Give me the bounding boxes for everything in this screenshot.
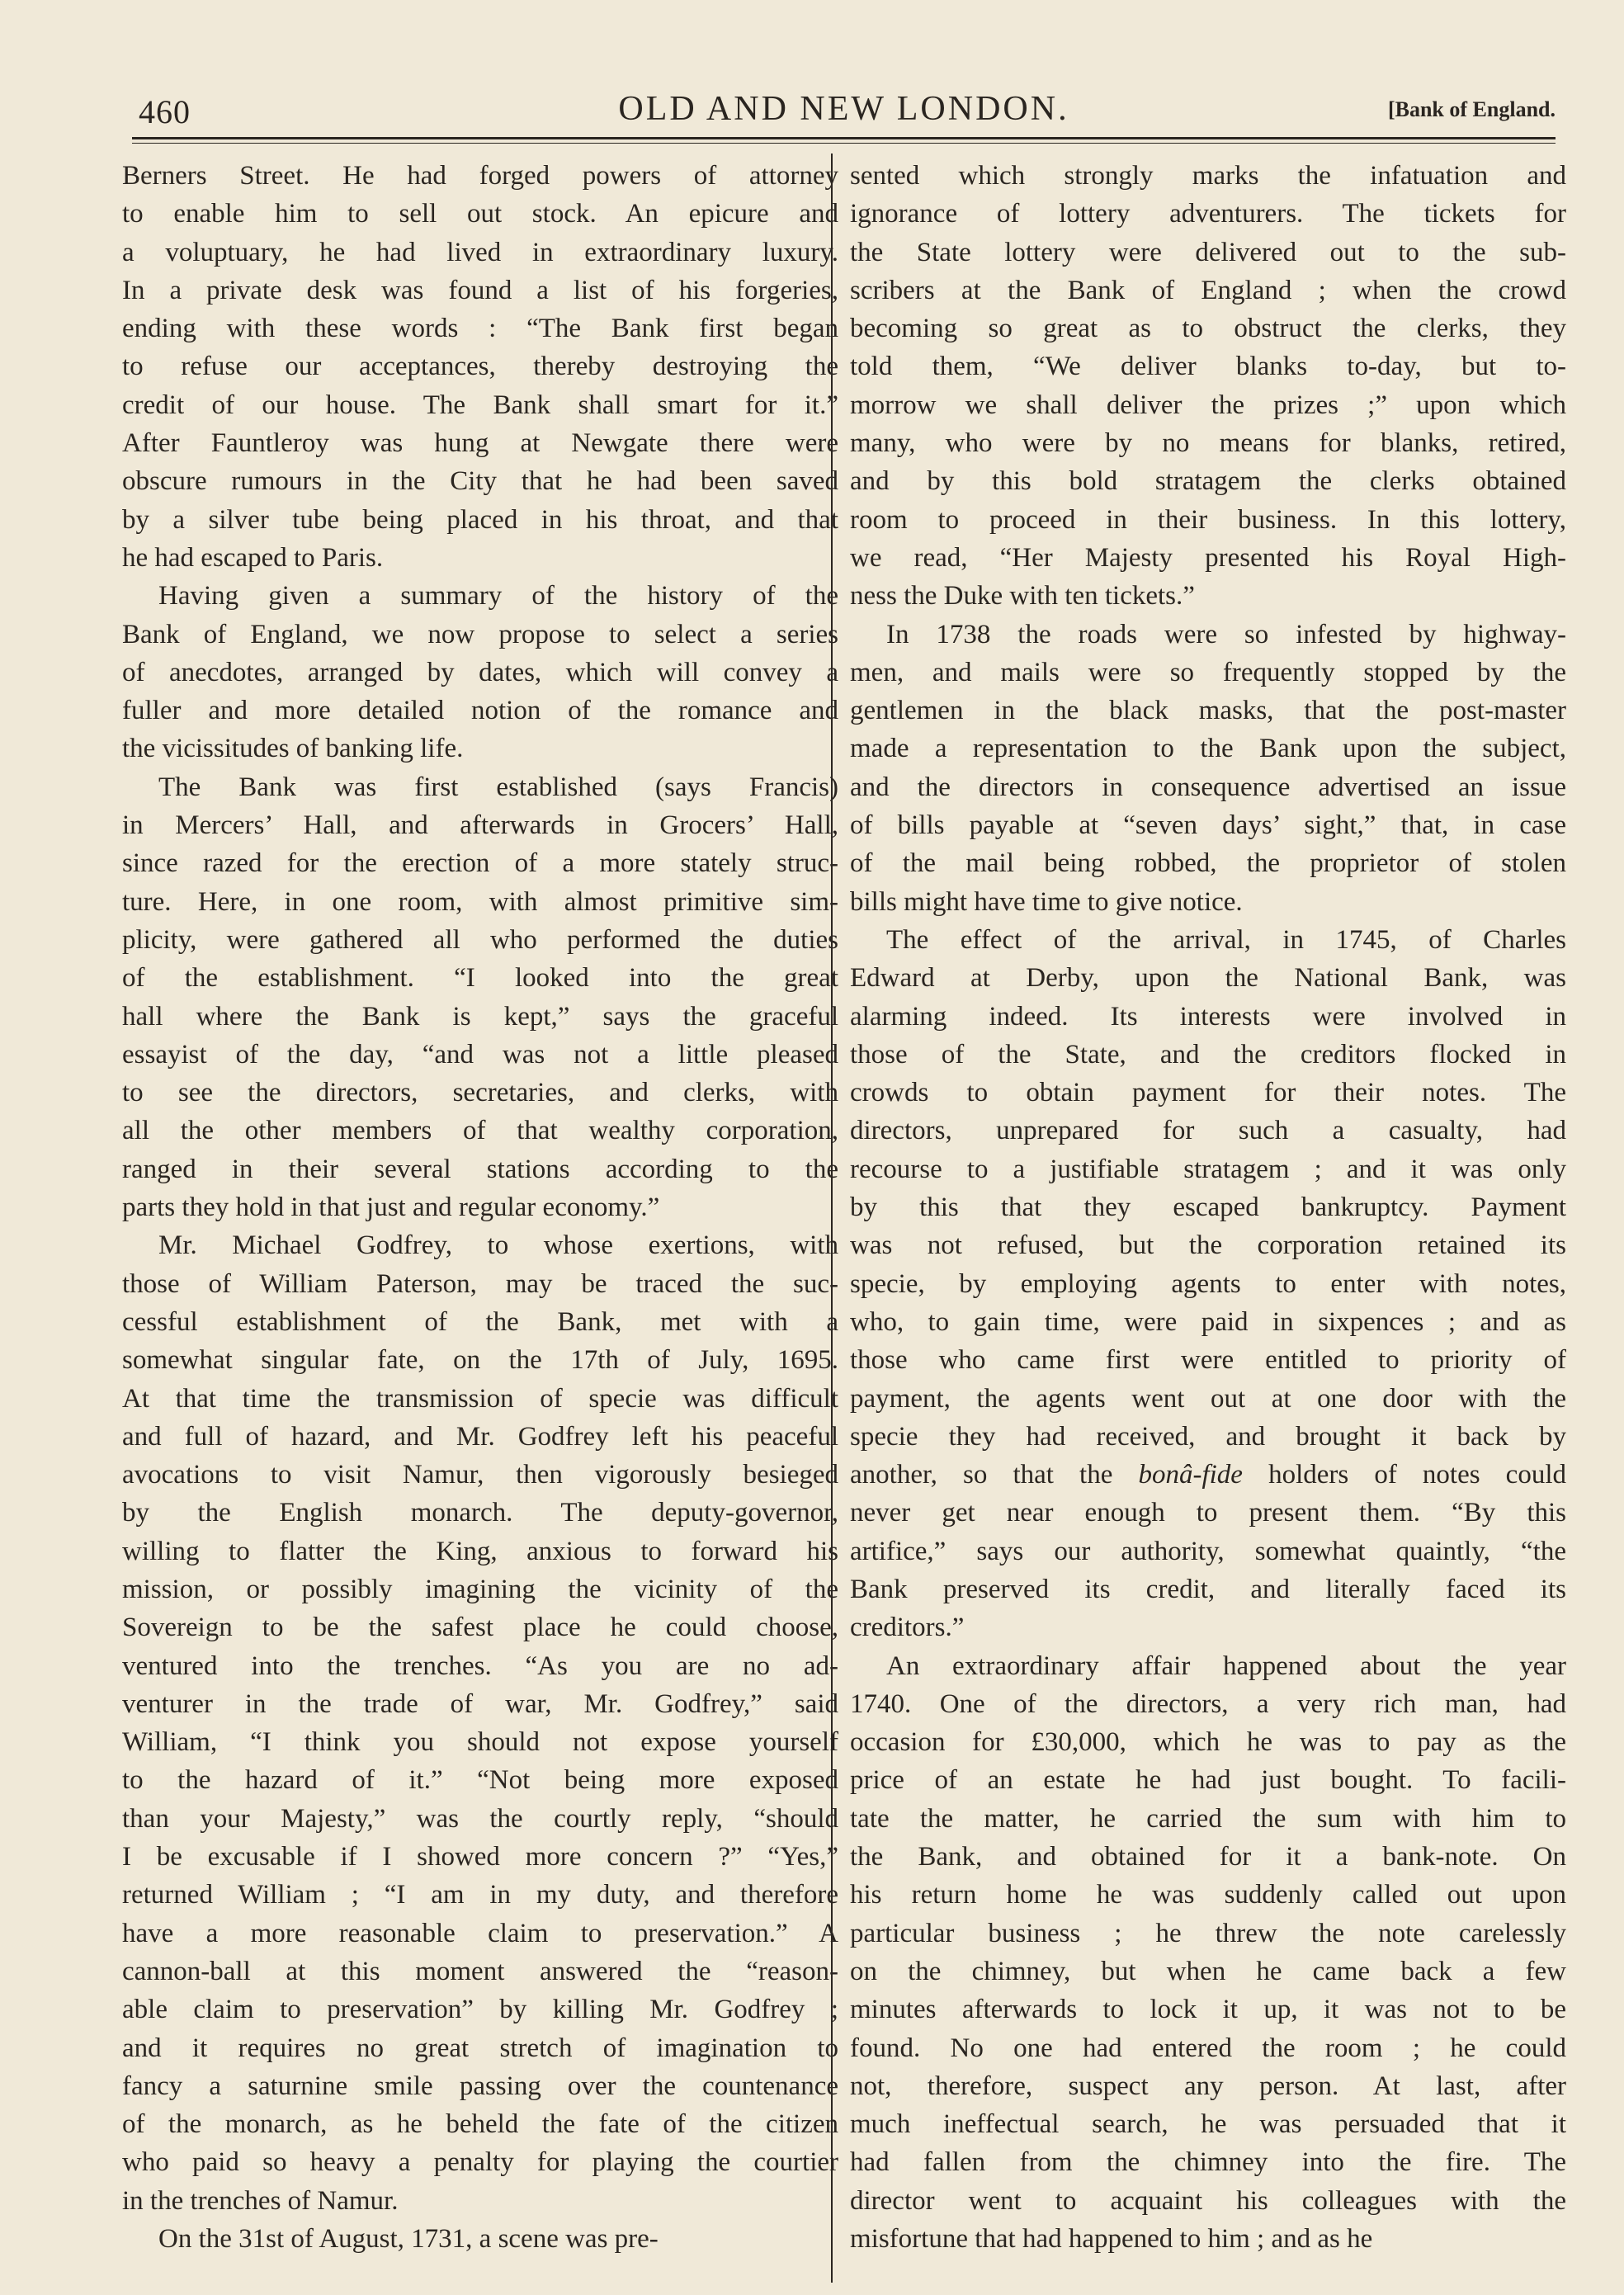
text-line-wrapper — [122, 2029, 838, 2067]
text-line: price of an estate he had just bought. To facili- — [850, 1765, 1566, 1796]
text-line: artifice,” says our authority, somewhat quaintly, “the — [850, 1536, 1566, 1566]
text-line: of the monarch, as he beheld the fate of the citizen — [122, 2109, 838, 2140]
text-line-wrapper — [122, 1838, 838, 1876]
text-line: somewhat singular fate, on the 17th of July, 1695. — [122, 1345, 838, 1376]
text-line: those of William Paterson, may be traced the suc- — [122, 1268, 838, 1299]
text-line: I be excusable if I showed more concern ?” “Yes,” — [122, 1842, 838, 1872]
text-line: payment, the agents went out at one door with the — [850, 1383, 1566, 1414]
text-line: and by this bold stratagem the clerks obtained — [850, 466, 1566, 497]
text-line: returned William ; “I am in my duty, and therefore — [122, 1880, 838, 1910]
text-line: scribers at the Bank of England ; when the crowd — [850, 275, 1566, 305]
text-line: misfortune that had happened to him ; and as he — [850, 2224, 1373, 2255]
text-line: specie they had received, and brought it back by — [850, 1421, 1566, 1452]
text-line: On the 31st of August, 1731, a scene was pre- — [158, 2224, 659, 2255]
text-line-wrapper — [122, 998, 838, 1036]
text-line-wrapper — [122, 539, 838, 577]
text-line-wrapper — [850, 2182, 1566, 2220]
text-line: we read, “Her Majesty presented his Royal High- — [850, 542, 1566, 573]
text-line-wrapper — [122, 347, 838, 385]
text-line-wrapper — [850, 2029, 1566, 2067]
text-line-wrapper — [122, 1761, 838, 1799]
text-line-wrapper — [850, 272, 1566, 309]
text-line-wrapper — [122, 157, 838, 195]
text-line: venturer in the trade of war, Mr. Godfrey,” said — [122, 1688, 838, 1719]
text-line: obscure rumours in the City that he had been saved — [122, 466, 838, 497]
text-line: In a private desk was found a list of his forgeries, — [122, 275, 838, 305]
text-line-wrapper — [122, 1723, 838, 1761]
text-line-wrapper — [122, 2067, 838, 2105]
text-line: able claim to preservation” by killing Mr. Godfrey ; — [122, 1995, 838, 2025]
text-line: told them, “We deliver blanks to-day, but to- — [850, 352, 1566, 382]
text-line: a voluptuary, he had lived in extraordinary luxury. — [122, 237, 838, 267]
text-line-wrapper — [122, 1150, 838, 1188]
text-line: specie, by employing agents to enter with notes, — [850, 1268, 1566, 1299]
text-line-wrapper — [850, 195, 1566, 233]
text-line-wrapper — [122, 309, 838, 347]
text-line-wrapper — [850, 157, 1566, 195]
text-line: all the other members of that wealthy corporation, — [122, 1116, 838, 1146]
text-line: parts they hold in that just and regular economy.” — [122, 1192, 660, 1223]
text-line: At that time the transmission of specie was difficult — [122, 1383, 838, 1414]
text-line-wrapper — [122, 462, 838, 500]
header-rule-thin — [132, 143, 1556, 144]
text-line-wrapper — [122, 1341, 838, 1379]
right-column — [850, 157, 1566, 2258]
text-line-wrapper — [122, 1456, 838, 1494]
text-line-wrapper — [122, 1303, 838, 1341]
text-line: After Fauntleroy was hung at Newgate there were — [122, 428, 838, 459]
text-line: Edward at Derby, upon the National Bank, was — [850, 963, 1566, 994]
header-rule — [132, 137, 1556, 139]
text-line-wrapper — [850, 1915, 1566, 1953]
text-line: avocations to visit Namur, then vigorously besieged — [122, 1460, 838, 1490]
text-line-wrapper — [122, 1036, 838, 1074]
text-line: by this that they escaped bankruptcy. Payment — [850, 1192, 1566, 1223]
text-line: to see the directors, secretaries, and clerks, with — [122, 1078, 838, 1108]
text-line-wrapper — [122, 1112, 838, 1150]
text-line-wrapper — [122, 1570, 838, 1608]
text-line: creditors.” — [850, 1613, 965, 1643]
text-line-wrapper — [850, 730, 1566, 767]
column-divider — [831, 153, 833, 2283]
text-line-wrapper — [850, 806, 1566, 844]
section-label: [Bank of England. — [1387, 97, 1556, 121]
text-line-wrapper — [850, 2220, 1566, 2258]
text-line-wrapper — [122, 768, 838, 806]
text-line-wrapper — [850, 2105, 1566, 2143]
text-line-wrapper — [850, 1761, 1566, 1799]
text-line-wrapper — [122, 386, 838, 424]
text-line: holders of notes could — [1268, 1460, 1566, 1490]
text-line: fuller and more detailed notion of the romance and — [122, 696, 838, 726]
text-line-wrapper — [850, 1990, 1566, 2028]
text-line-wrapper — [850, 1074, 1566, 1112]
text-line: cannon-ball at this moment answered the “reason- — [122, 1956, 838, 1986]
text-line: ness the Duke with ten tickets.” — [850, 581, 1195, 612]
text-line: directors, unprepared for such a casualty, had — [850, 1116, 1566, 1146]
text-line-wrapper — [122, 1074, 838, 1112]
text-line: those who came first were entitled to priority of — [850, 1345, 1566, 1376]
text-line-wrapper — [122, 730, 838, 767]
text-line-wrapper — [122, 1800, 838, 1838]
text-line: mission, or possibly imagining the vicinity of the — [122, 1574, 838, 1604]
text-line: never get near enough to present them. “By this — [850, 1498, 1566, 1528]
running-head — [132, 86, 1556, 135]
book-title: OLD AND NEW LONDON. — [618, 90, 1069, 128]
text-line: Having given a summary of the history of the — [158, 581, 838, 612]
text-line-wrapper — [850, 1953, 1566, 1990]
text-line-wrapper — [122, 1265, 838, 1303]
text-line: 1740. One of the directors, a very rich man, had — [850, 1688, 1566, 1719]
text-line-wrapper — [122, 1915, 838, 1953]
text-line: have a more reasonable claim to preservation.” A — [122, 1918, 838, 1948]
text-line-wrapper — [122, 1990, 838, 2028]
text-line: who, to gain time, were paid in sixpences ; and as — [850, 1306, 1566, 1337]
text-line-wrapper — [122, 1380, 838, 1418]
text-line-wrapper — [122, 1226, 838, 1264]
text-line: the Bank, and obtained for it a bank-note. On — [850, 1842, 1566, 1872]
text-line-wrapper — [850, 616, 1566, 654]
text-line: morrow we shall deliver the prizes ;” upon which — [850, 390, 1566, 420]
text-line-wrapper — [850, 1380, 1566, 1418]
text-line-wrapper — [850, 883, 1566, 921]
text-line: ranged in their several stations according to the — [122, 1154, 838, 1184]
text-line-wrapper — [850, 1570, 1566, 1608]
text-line: The effect of the arrival, in 1745, of Charles — [886, 924, 1566, 955]
text-line-wrapper — [850, 1112, 1566, 1150]
text-line-wrapper — [122, 883, 838, 921]
text-line-wrapper — [850, 1800, 1566, 1838]
text-line: not, therefore, suspect any person. At last, after — [850, 2071, 1566, 2101]
text-line-wrapper — [122, 1494, 838, 1532]
text-line: crowds to obtain payment for their notes. The — [850, 1078, 1566, 1108]
text-line-wrapper — [850, 998, 1566, 1036]
text-line-wrapper — [850, 386, 1566, 424]
text-line-wrapper — [850, 347, 1566, 385]
text-line-wrapper — [122, 692, 838, 730]
text-line-wrapper — [122, 2220, 838, 2258]
text-line: sented which strongly marks the infatuation and — [850, 161, 1566, 191]
text-line-wrapper — [850, 1532, 1566, 1570]
text-line-wrapper — [850, 1303, 1566, 1341]
text-line: since razed for the erection of a more stately struc- — [122, 848, 838, 879]
text-line: made a representation to the Bank upon the subject, — [850, 734, 1566, 764]
text-line-wrapper — [850, 959, 1566, 997]
text-line: much ineffectual search, he was persuaded that it — [850, 2109, 1566, 2140]
text-line: the State lottery were delivered out to the sub- — [850, 237, 1566, 267]
text-line: becoming so great as to obstruct the clerks, they — [850, 314, 1566, 344]
text-line: to refuse our acceptances, thereby destroying the — [122, 352, 838, 382]
text-line-wrapper — [850, 2067, 1566, 2105]
text-line: in Mercers’ Hall, and afterwards in Grocers’ Hall, — [122, 810, 838, 841]
text-line-wrapper — [122, 195, 838, 233]
text-line: men, and mails were so frequently stopped by the — [850, 657, 1566, 687]
text-line: and full of hazard, and Mr. Godfrey left his peaceful — [122, 1421, 838, 1452]
text-line: recourse to a justifiable stratagem ; and it was only — [850, 1154, 1566, 1184]
text-line-wrapper — [122, 2143, 838, 2181]
text-line-wrapper — [850, 462, 1566, 500]
text-line-wrapper — [850, 692, 1566, 730]
text-line: in the trenches of Namur. — [122, 2185, 399, 2216]
text-line: alarming indeed. Its interests were involved in — [850, 1001, 1566, 1032]
text-line: of anecdotes, arranged by dates, which will convey a — [122, 657, 838, 687]
text-line: his return home he was suddenly called out upon — [850, 1880, 1566, 1910]
page-number: 460 — [139, 93, 191, 130]
text-line: gentlemen in the black masks, that the post-master — [850, 696, 1566, 726]
text-line: than your Majesty,” was the courtly reply, “should — [122, 1803, 838, 1834]
text-line: fancy a saturnine smile passing over the countenance — [122, 2071, 838, 2101]
text-line-wrapper — [122, 424, 838, 462]
text-line: particular business ; he threw the note carelessly — [850, 1918, 1566, 1948]
text-line-wrapper — [850, 1838, 1566, 1876]
text-line: and the directors in consequence advertised an issue — [850, 772, 1566, 802]
text-line-wrapper — [122, 1532, 838, 1570]
text-line: Sovereign to be the safest place he could choose, — [122, 1613, 838, 1643]
text-line-wrapper — [122, 959, 838, 997]
text-line-wrapper — [122, 272, 838, 309]
text-line: ture. Here, in one room, with almost primitive sim- — [122, 886, 838, 917]
text-line-wrapper — [850, 1418, 1566, 1456]
text-line: An extraordinary affair happened about the year — [886, 1650, 1566, 1681]
text-line: many, who were by no means for blanks, retired, — [850, 428, 1566, 459]
text-line-wrapper — [850, 424, 1566, 462]
text-line: ignorance of lottery adventurers. The tickets for — [850, 199, 1566, 229]
text-line: occasion for £30,000, which he was to pay as the — [850, 1727, 1566, 1758]
text-line-wrapper — [850, 1494, 1566, 1532]
text-line: the vicissitudes of banking life. — [122, 734, 464, 764]
italic-term: bonâ-fide — [1138, 1460, 1243, 1490]
text-line: hall where the Bank is kept,” says the graceful — [122, 1001, 838, 1032]
text-line-wrapper — [122, 1647, 838, 1685]
text-line-wrapper — [850, 844, 1566, 882]
text-line: those of the State, and the creditors flocked in — [850, 1039, 1566, 1070]
text-line: to the hazard of it.” “Not being more exposed — [122, 1765, 838, 1796]
text-line: was not refused, but the corporation retained its — [850, 1230, 1566, 1261]
text-line: willing to flatter the King, anxious to forward his — [122, 1536, 838, 1566]
text-line-wrapper — [850, 234, 1566, 272]
text-line: who paid so heavy a penalty for playing the courtier — [122, 2147, 838, 2178]
text-line-wrapper — [850, 1608, 1566, 1646]
text-line-wrapper — [850, 768, 1566, 806]
text-line: on the chimney, but when he came back a few — [850, 1956, 1566, 1986]
text-line-wrapper — [122, 2182, 838, 2220]
text-line-wrapper — [850, 577, 1566, 615]
text-line-wrapper — [122, 1685, 838, 1723]
text-line-wrapper — [122, 1188, 838, 1226]
text-line-wrapper — [850, 1036, 1566, 1074]
text-line: Bank of England, we now propose to select a series — [122, 619, 838, 649]
text-line: ventured into the trenches. “As you are no ad- — [122, 1650, 838, 1681]
text-line: had fallen from the chimney into the fire. The — [850, 2147, 1566, 2178]
text-line: by the English monarch. The deputy-governor, — [122, 1498, 838, 1528]
text-line-wrapper — [122, 806, 838, 844]
text-line-wrapper — [122, 1608, 838, 1646]
text-line-wrapper — [850, 539, 1566, 577]
text-line-wrapper — [850, 1226, 1566, 1264]
text-line-wrapper — [122, 654, 838, 692]
text-line: The Bank was first established (says Francis) — [158, 772, 838, 802]
text-line-wrapper — [122, 1418, 838, 1456]
text-line-wrapper — [122, 577, 838, 615]
text-line-wrapper — [122, 1876, 838, 1914]
text-line: director went to acquaint his colleagues with the — [850, 2185, 1566, 2216]
text-line-wrapper — [850, 1150, 1566, 1188]
text-line-wrapper — [850, 921, 1566, 959]
text-line: bills might have time to give notice. — [850, 886, 1243, 917]
text-line-wrapper — [850, 1723, 1566, 1761]
text-line-wrapper — [850, 1341, 1566, 1379]
text-line: by a silver tube being placed in his throat, and that — [122, 504, 838, 535]
text-line: ending with these words : “The Bank first began — [122, 314, 838, 344]
text-line: and it requires no great stretch of imagination to — [122, 2033, 838, 2063]
text-line-wrapper — [122, 1953, 838, 1990]
text-line-wrapper — [850, 1685, 1566, 1723]
text-line: Mr. Michael Godfrey, to whose exertions, with — [158, 1230, 838, 1261]
text-line: to enable him to sell out stock. An epicure and — [122, 199, 838, 229]
text-line-wrapper — [850, 501, 1566, 539]
text-line-wrapper — [122, 2105, 838, 2143]
text-line-wrapper — [850, 1876, 1566, 1914]
text-line: Berners Street. He had forged powers of attorney — [122, 161, 838, 191]
text-line-wrapper — [850, 2143, 1566, 2181]
text-line: another, so that the — [850, 1460, 1113, 1490]
text-line-wrapper — [850, 1188, 1566, 1226]
text-line-wrapper — [122, 234, 838, 272]
text-line: room to proceed in their business. In this lottery, — [850, 504, 1566, 535]
text-line: In 1738 the roads were so infested by highway- — [886, 619, 1566, 649]
text-line: tate the matter, he carried the sum with him to — [850, 1803, 1566, 1834]
text-line: of bills payable at “seven days’ sight,” that, in case — [850, 810, 1566, 841]
text-line: William, “I think you should not expose yourself — [122, 1727, 838, 1758]
text-line: he had escaped to Paris. — [122, 542, 384, 573]
text-line-wrapper — [122, 501, 838, 539]
left-column — [122, 157, 838, 2258]
text-line: of the establishment. “I looked into the great — [122, 963, 838, 994]
text-line: essayist of the day, “and was not a little pleased — [122, 1039, 838, 1070]
text-line-wrapper — [850, 1456, 1566, 1494]
text-line-wrapper — [850, 1265, 1566, 1303]
text-line-wrapper — [850, 654, 1566, 692]
text-line: credit of our house. The Bank shall smart for it.” — [122, 390, 838, 420]
text-line: minutes afterwards to lock it up, it was not to be — [850, 1995, 1566, 2025]
text-line: plicity, were gathered all who performed the duties — [122, 924, 838, 955]
text-line: of the mail being robbed, the proprietor of stolen — [850, 848, 1566, 879]
text-line: cessful establishment of the Bank, met with a — [122, 1306, 838, 1337]
text-line-wrapper — [122, 844, 838, 882]
text-line-wrapper — [850, 1647, 1566, 1685]
text-line-wrapper — [850, 309, 1566, 347]
text-line-wrapper — [122, 921, 838, 959]
text-line: found. No one had entered the room ; he could — [850, 2033, 1566, 2063]
text-line-wrapper — [122, 616, 838, 654]
text-line: Bank preserved its credit, and literally faced its — [850, 1574, 1566, 1604]
